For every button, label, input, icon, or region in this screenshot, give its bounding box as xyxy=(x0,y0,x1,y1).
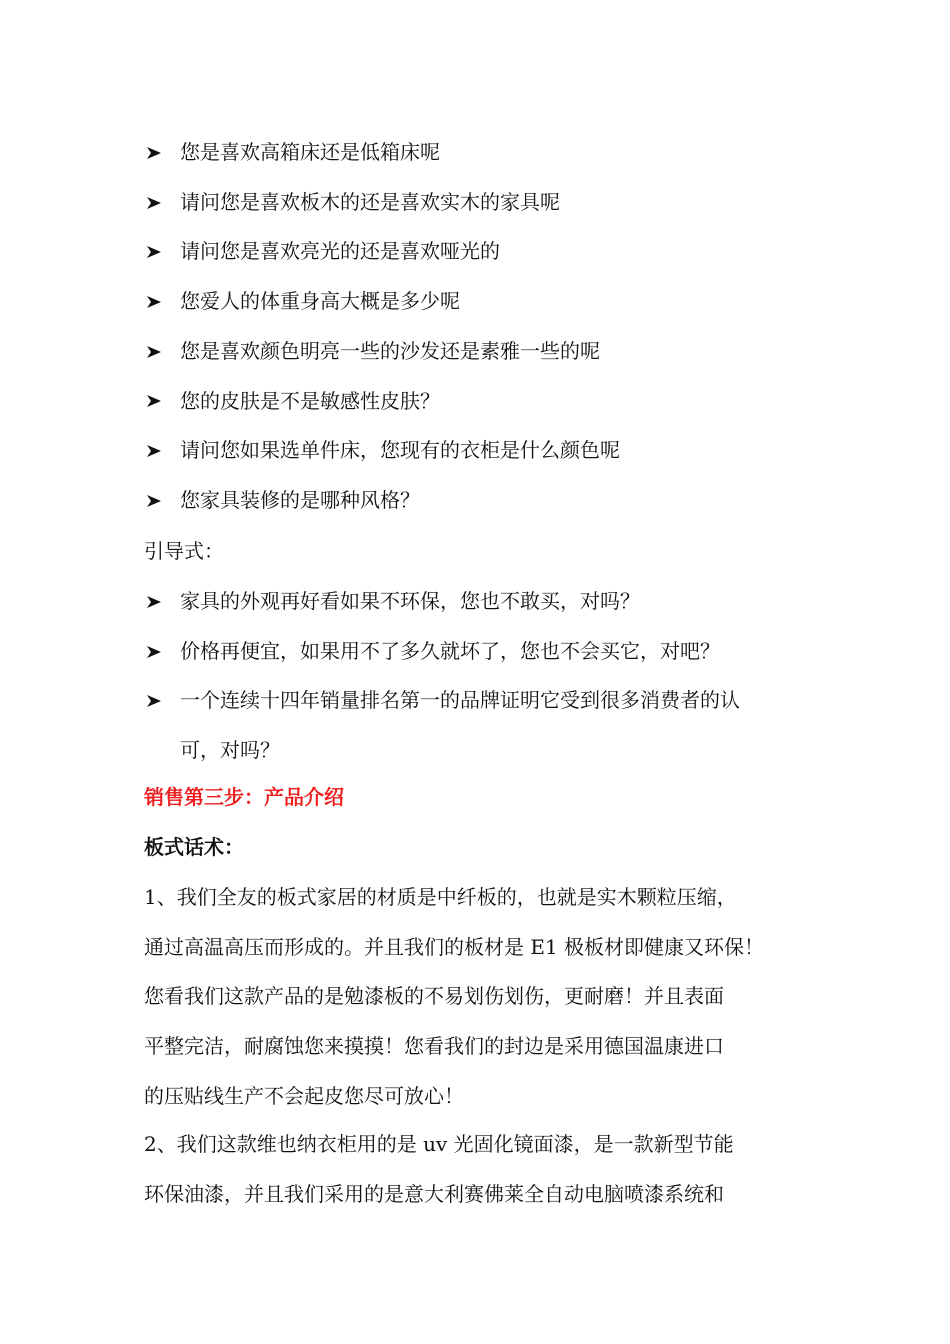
question-list-preference xyxy=(144,128,834,526)
list-item xyxy=(144,577,834,627)
arrowhead-bullet-icon xyxy=(146,327,164,377)
list-item-text: 您家具装修的是哪种风格？ xyxy=(180,487,420,512)
list-item-text: 价格再便宜，如果用不了多久就坏了，您也不会买它，对吧？ xyxy=(180,638,720,663)
list-item xyxy=(144,128,834,178)
paragraph-line: 平整完洁，耐腐蚀您来摸摸！您看我们的封边是采用德国温康进口 xyxy=(144,1034,724,1059)
paragraph-line: 的压贴线生产不会起皮您尽可放心！ xyxy=(144,1083,464,1108)
list-item-text: 您是喜欢高箱床还是低箱床呢 xyxy=(180,140,440,164)
section-heading: 销售第三步：产品介绍 xyxy=(144,785,344,809)
paragraph-line: 2、我们这款维也纳衣柜用的是 uv 光固化镜面漆，是一款新型节能 xyxy=(144,1132,734,1156)
paragraph-line: 通过高温高压而形成的。并且我们的板材是 E1 极板材即健康又环保！ xyxy=(144,934,765,959)
arrowhead-bullet-icon xyxy=(146,227,164,277)
list-item xyxy=(144,676,834,775)
list-item xyxy=(144,426,834,476)
question-list-guided xyxy=(144,577,834,776)
list-item-text: 家具的外观再好看如果不环保，您也不敢买，对吗？ xyxy=(180,589,640,613)
paragraph-line: 您看我们这款产品的是勉漆板的不易划伤划伤，更耐磨！并且表面 xyxy=(144,984,724,1009)
list-item xyxy=(144,327,834,377)
arrowhead-bullet-icon xyxy=(146,426,164,476)
arrowhead-bullet-icon xyxy=(146,676,164,726)
list-item-text: 您爱人的体重身高大概是多少呢 xyxy=(180,289,460,314)
list-item-text: 一个连续十四年销量排名第一的品牌证明它受到很多消费者的认 xyxy=(180,688,740,713)
arrowhead-bullet-icon xyxy=(146,577,164,627)
list-item xyxy=(144,627,834,677)
list-item-text-continued: 可，对吗？ xyxy=(180,738,280,763)
paragraph-wardrobe-paint xyxy=(144,1120,816,1219)
paragraph-line: 1、我们全友的板式家居的材质是中纤板的，也就是实木颗粒压缩， xyxy=(144,885,737,909)
list-item-text: 请问您是喜欢板木的还是喜欢实木的家具呢 xyxy=(180,189,560,214)
list-item xyxy=(144,277,834,327)
list-item-text: 您是喜欢颜色明亮一些的沙发还是素雅一些的呢 xyxy=(180,338,600,363)
guided-question-label: 引导式： xyxy=(144,539,224,563)
list-item xyxy=(144,178,834,228)
arrowhead-bullet-icon xyxy=(146,627,164,677)
list-item-text: 您的皮肤是不是敏感性皮肤？ xyxy=(180,388,440,413)
paragraph-line: 环保油漆，并且我们采用的是意大利赛佛莱全自动电脑喷漆系统和 xyxy=(144,1181,724,1206)
arrowhead-bullet-icon xyxy=(146,377,164,427)
list-item xyxy=(144,476,834,526)
list-item xyxy=(144,227,834,277)
list-item xyxy=(144,377,834,427)
sub-heading: 板式话术： xyxy=(144,835,244,859)
arrowhead-bullet-icon xyxy=(146,128,164,178)
list-item-text: 请问您是喜欢亮光的还是喜欢哑光的 xyxy=(180,239,500,264)
paragraph-board-material xyxy=(144,873,816,1122)
list-item-text: 请问您如果选单件床，您现有的衣柜是什么颜色呢 xyxy=(180,438,620,463)
arrowhead-bullet-icon xyxy=(146,476,164,526)
arrowhead-bullet-icon xyxy=(146,277,164,327)
arrowhead-bullet-icon xyxy=(146,178,164,228)
